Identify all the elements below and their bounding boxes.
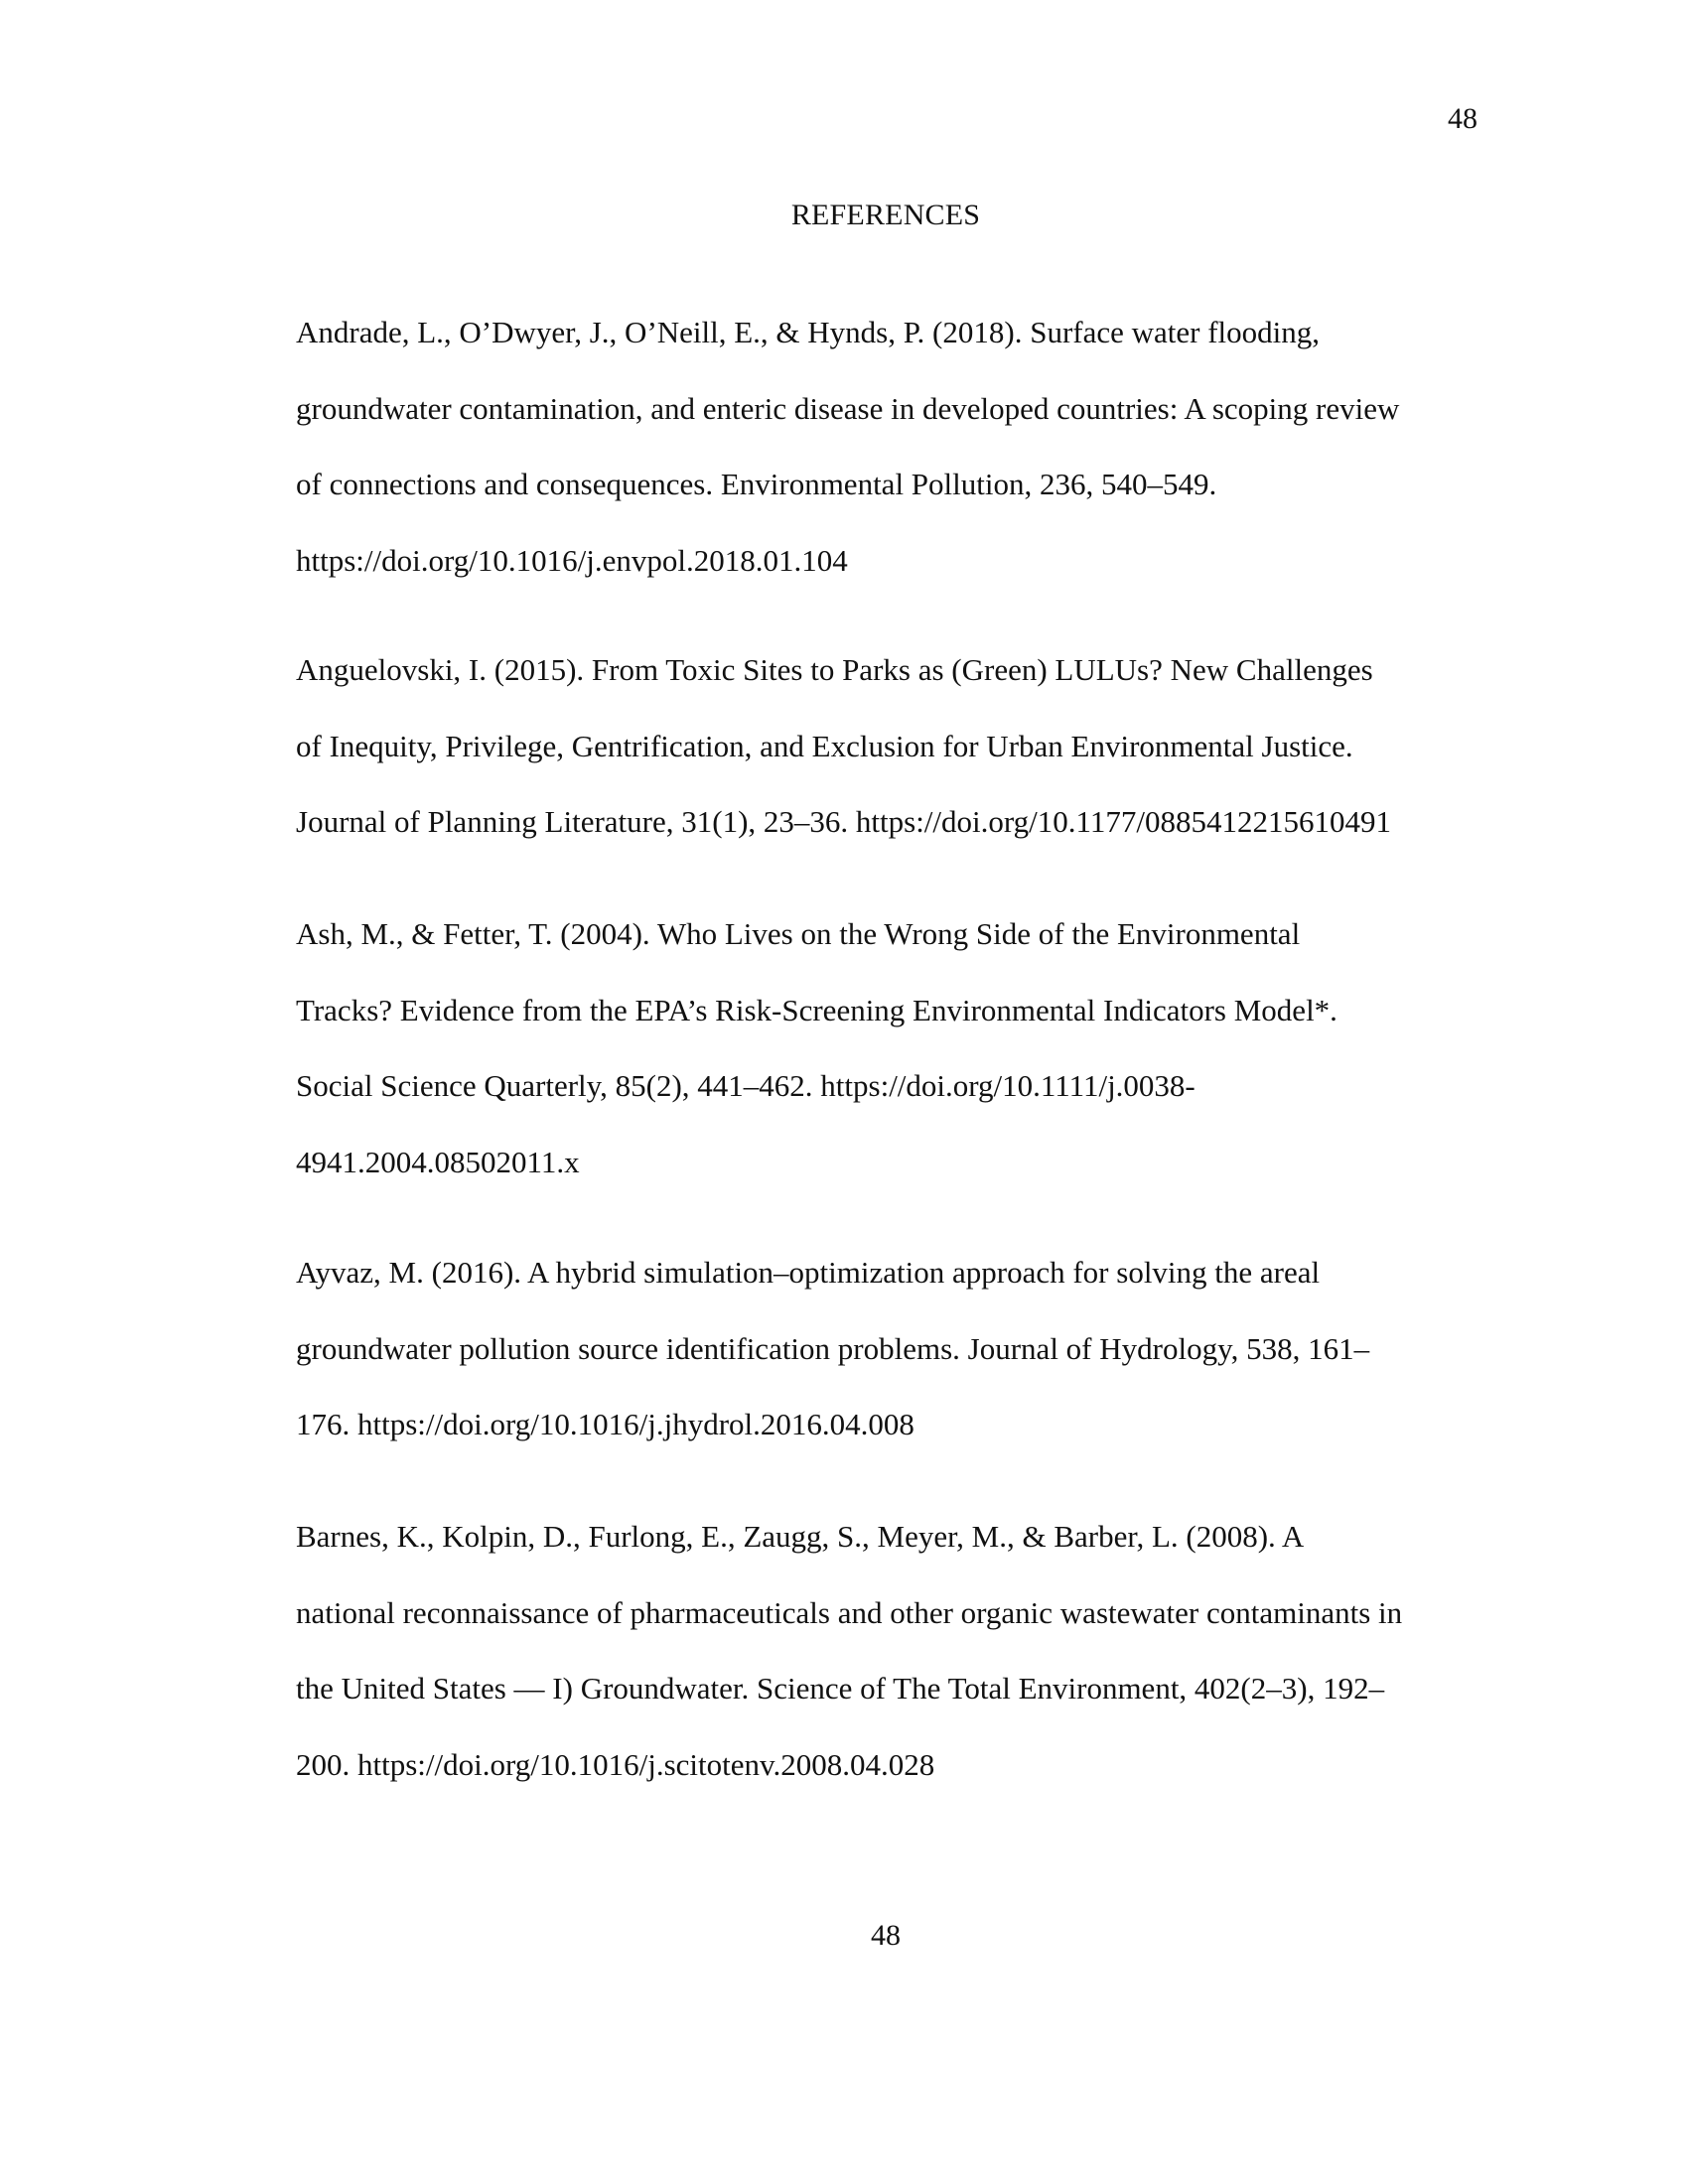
- reference-entry-andrade: [296, 295, 1487, 599]
- reference-line: Andrade, L., O’Dwyer, J., O’Neill, E., & Hynds, P. (2018). Surface water flooding,: [296, 315, 1321, 349]
- reference-entry-ash: [296, 896, 1487, 1200]
- reference-line: Ayvaz, M. (2016). A hybrid simulation–optimization approach for solving the areal: [296, 1255, 1321, 1290]
- reference-entry-anguelovski: [296, 632, 1487, 861]
- reference-line: Ash, M., & Fetter, T. (2004). Who Lives on the Wrong Side of the Environmental: [296, 916, 1301, 951]
- references-heading: REFERENCES: [790, 199, 981, 231]
- reference-entry-barnes: [296, 1499, 1487, 1803]
- reference-line: Tracks? Evidence from the EPA’s Risk-Screening Environmental Indicators Model*.: [296, 992, 1337, 1027]
- header-page-number: 48: [1448, 102, 1477, 135]
- reference-line: of connections and consequences. Environmental Pollution, 236, 540–549.: [296, 467, 1217, 501]
- reference-line: Barnes, K., Kolpin, D., Furlong, E., Zaugg, S., Meyer, M., & Barber, L. (2008). A: [296, 1519, 1305, 1554]
- reference-line: Journal of Planning Literature, 31(1), 23–36. https://doi.org/10.1177/0885412215610491: [296, 804, 1391, 839]
- reference-line: 200. https://doi.org/10.1016/j.scitotenv.2008.04.028: [296, 1746, 935, 1782]
- reference-line: 176. https://doi.org/10.1016/j.jhydrol.2016.04.008: [296, 1407, 914, 1441]
- reference-line: 4941.2004.08502011.x: [296, 1144, 580, 1179]
- reference-line: of Inequity, Privilege, Gentrification, and Exclusion for Urban Environmental Justice.: [296, 728, 1353, 763]
- reference-line: national reconnaissance of pharmaceuticals and other organic wastewater contaminants in: [296, 1594, 1403, 1630]
- reference-line: the United States — I) Groundwater. Science of The Total Environment, 402(2–3), 192–: [296, 1671, 1385, 1706]
- reference-line: groundwater contamination, and enteric disease in developed countries: A scoping review: [296, 390, 1400, 426]
- reference-line: Social Science Quarterly, 85(2), 441–462. https://doi.org/10.1111/j.0038-: [296, 1068, 1196, 1103]
- reference-line: groundwater pollution source identification problems. Journal of Hydrology, 538, 161–: [296, 1330, 1370, 1366]
- footer-page-number: 48: [871, 1919, 901, 1952]
- reference-entry-ayvaz: [296, 1235, 1487, 1463]
- reference-line: Anguelovski, I. (2015). From Toxic Sites to Parks as (Green) LULUs? New Challenges: [296, 652, 1373, 687]
- reference-line: https://doi.org/10.1016/j.envpol.2018.01.104: [296, 542, 848, 578]
